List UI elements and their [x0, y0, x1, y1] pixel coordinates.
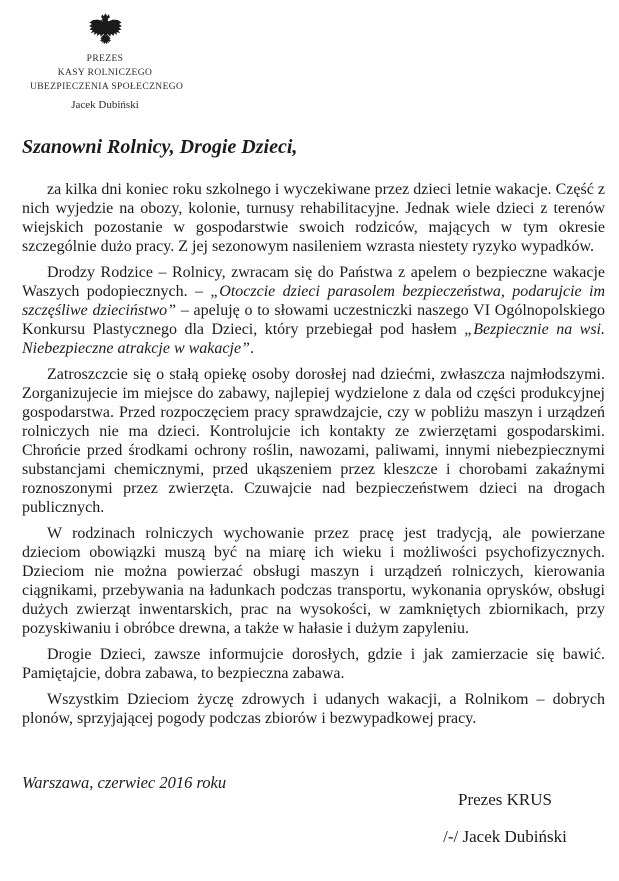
paragraph-2 — [22, 263, 605, 358]
paragraph-3 — [22, 365, 605, 517]
paragraph-2-quote-1: „Otoczcie dzieci parasolem bezpieczeństwa, podarujcie im szczęśliwe dzieciństwo” — [22, 283, 606, 319]
letterhead-title-line-2: KASY ROLNICZEGO — [57, 68, 153, 78]
paragraph-1-text: za kilka dni koniec roku szkolnego i wyczekiwane przez dzieci letnie wakacje. Część z nich wyjedzie na obozy, kolonie, turnusy rehabilitacyjne. Jednak wiele dzieci z terenów wiejskich pozostanie w gospodarstwie swoich rodziców, mających w tym okresie szczególnie dużo pracy. Z jej sezonowym nasileniem wzrasta niestety ryzyko wypadków. — [22, 181, 605, 255]
paragraph-4-text: W rodzinach rolniczych wychowanie przez pracę jest tradycją, ale powierzane dzieciom obowiązki muszą być na miarę ich wieku i możliwości psychofizycznych. Dzieciom nie można powierzać obsługi maszyn i urządzeń rolniczych, kierowania ciągnikami, przebywania na ładunkach podczas transportu, wykonania oprysków, obsługi dużych zwierząt inwentarskich, prac na wysokości, w zamkniętych zbiornikach, przy pozyskiwaniu i obróbce drewna, a także w hałasie i dużym zapyleniu. — [22, 525, 605, 637]
letterhead-title-line-3: UBEZPIECZENIA SPOŁECZNEGO — [30, 82, 184, 92]
salutation: Szanowni Rolnicy, Drogie Dzieci, — [22, 136, 298, 158]
signature-title: Prezes KRUS — [458, 790, 552, 809]
letterhead-name: Jacek Dubiński — [71, 99, 139, 111]
paragraph-5 — [22, 645, 605, 683]
paragraph-5-text: Drogie Dzieci, zawsze informujcie dorosłych, gdzie i jak zamierzacie się bawić. Pamiętajcie, dobra zabawa, to bezpieczna zabawa. — [22, 646, 605, 682]
signature-block — [405, 773, 605, 847]
paragraph-4 — [22, 524, 605, 638]
paragraph-2-period: . — [249, 340, 254, 357]
date-place: Warszawa, czerwiec 2016 roku — [22, 773, 227, 792]
paragraph-1 — [22, 180, 605, 256]
paragraph-2-text-2: – apeluję o to słowami uczestniczki naszego VI Ogólnopolskiego Konkursu Plastycznego dla Dzieci, który przebiegał pod hasłem — [22, 302, 605, 338]
polish-eagle-icon — [87, 13, 124, 51]
paragraph-6-text: Wszystkim Dzieciom życzę zdrowych i udanych wakacji, a Rolnikom – dobrych plonów, sprzyjającej pogody podczas zbiorów i bezwypadkowej pracy. — [22, 691, 605, 727]
paragraph-2-text: Drodzy Rodzice – Rolnicy, zwracam się do Państwa z apelem o bezpieczne wakacje Waszych podopiecznych. – — [22, 264, 605, 300]
paragraph-6 — [22, 690, 605, 728]
paragraph-3-text: Zatroszczcie się o stałą opiekę osoby dorosłej nad dziećmi, zwłaszcza najmłodszymi. Zorganizujecie im miejsce do zabawy, najlepiej wydzielone z dala od części produkcyjnej gospodarstwa. Przed rozpoczęciem pracy sprawdzajcie, czy w pobliżu maszyn i urządzeń rolniczych nie ma dzieci. Kontrolujcie ich kontakty ze zwierzętami gospodarskimi. Chrońcie przed środkami ochrony roślin, nawozami, paliwami, innymi niebezpiecznymi substancjami chemicznymi, przed ukąszeniem przez kleszcze i chorobami zakaźnymi roznoszonymi przez zwierzęta. Czuwajcie nad bezpieczeństwem dzieci na drogach publicznych. — [22, 366, 605, 516]
letter-footer — [22, 773, 605, 847]
letterhead-title-line-1: PREZES — [86, 54, 124, 64]
signature-name: /-/ Jacek Dubiński — [443, 827, 567, 846]
letterhead — [30, 13, 184, 112]
paragraph-2-quote-2: „Bezpiecznie na wsi. Niebezpieczne atrakcje w wakacje” — [22, 321, 605, 357]
